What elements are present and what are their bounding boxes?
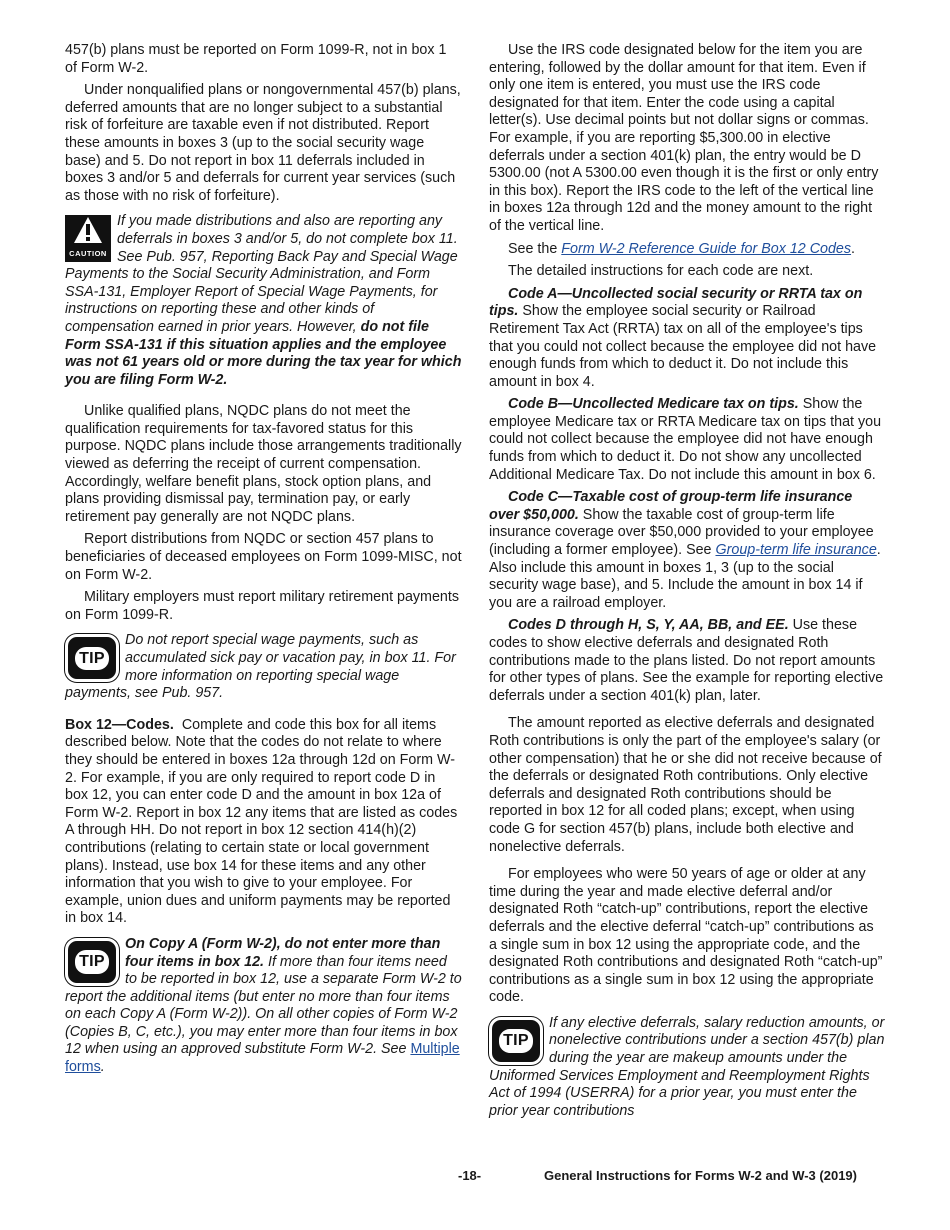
box12-paragraph	[65, 717, 462, 928]
code-c-paragraph	[489, 489, 885, 612]
tip-icon	[65, 938, 119, 986]
paragraph-elective-deferrals: The amount reported as elective deferrals and designated Roth contributions is only the part of the employee's salary (or other compensation) that he or she did not receive because of the deferrals or designated Roth contributions. Only elective deferrals and designated Roth contributions should be reported in box 12 for all coded plans; except, when using code G for section 457(b) plans, include both elective and nonelective deferrals.	[489, 715, 882, 855]
code-c-text-2: . Also include this amount in boxes 1, 3 (up to the social security wage base), and 5. Include the amount in box 14 if you are a railroad employer.	[489, 542, 881, 611]
tip-note-userra	[489, 1015, 885, 1121]
paragraph-457b: 457(b) plans must be reported on Form 1099-R, not in box 1 of Form W-2.	[65, 42, 447, 76]
caution-icon-label: CAUTION	[69, 248, 107, 258]
code-c-heading: Code C—Taxable cost of group-term life insurance over $50,000.	[489, 489, 853, 523]
paragraph-distributions: Report distributions from NQDC or section 457 plans to beneficiaries of deceased employees on Form 1099-MISC, not on Form W-2.	[65, 531, 462, 583]
paragraph-catch-up: For employees who were 50 years of age or older at any time during the year and made elective deferral and/or designated Roth “catch-up” contributions, report the elective deferrals and the elective deferral “catch-up” contributions as a single sum in box 12 using the appropriate code, and the designated Roth contributions and designated Roth “catch-up” contributions as a single sum in box 12 using the appropriate code.	[489, 866, 883, 1006]
box12-heading: Box 12—Codes.	[65, 716, 174, 733]
reference-guide-link[interactable]: Form W-2 Reference Guide for Box 12 Codes	[561, 240, 852, 257]
tip-note-special-wage	[65, 632, 462, 702]
paragraph-detailed-instructions: The detailed instructions for each code are next.	[508, 263, 814, 280]
tip-icon	[65, 634, 119, 682]
see-suffix: .	[851, 240, 856, 257]
paragraph-reference-guide	[489, 241, 885, 259]
box12-text: Complete and code this box for all items described below. Note that the codes do not relate to where they should be entered in boxes 12a through 12d on Form W-2. For example, if you are only required to report code D in box 12, you can enter code D and the amount in box 12a of Form W-2. Report in box 12 any items that are listed as codes A through HH. Do not report in box 12 section 414(h)(2) contributions (relating to certain state or local government plans). Instead, use box 14 for these items and any other information that you wish to give to your employee. For example, union dues and uniform payments may be reported in box 14.	[65, 716, 458, 927]
tip-icon-label: TIP	[75, 647, 109, 671]
code-b-heading: Code B—Uncollected Medicare tax on tips.	[508, 396, 799, 413]
paragraph-military: Military employers must report military retirement payments on Form 1099-R.	[65, 589, 459, 623]
paragraph-nqdc-plans: Unlike qualified plans, NQDC plans do not meet the qualification requirements for tax-favored status for this purpose. NQDC plans include those arrangements traditionally viewed as deferring the receipt of current compensation. Accordingly, welfare benefit plans, stock option plans, and plans providing dismissal pay, termination pay, or early retirement pay generally are not NQDC plans.	[65, 403, 462, 525]
tip-icon-label: TIP	[75, 950, 109, 974]
codes-d-heading: Codes D through H, S, Y, AA, BB, and EE.	[508, 617, 789, 634]
footer-title: General Instructions for Forms W-2 and W-3 (2019)	[544, 1168, 857, 1183]
code-b-paragraph	[489, 396, 885, 484]
codes-d-text: Use these codes to show elective deferrals and designated Roth contributions made to the plans listed. Do not report amounts for other types of plans. See the example for reporting elective deferrals under a section 401(k) plan, later.	[489, 617, 884, 704]
tip-icon	[489, 1017, 543, 1065]
tip-bold-text: On Copy A (Form W-2), do not enter more than four items in box 12.	[125, 935, 441, 970]
tip-text: Do not report special wage payments, such as accumulated sick pay or vacation pay, in box 11. For more information on reporting special wage payments, see Pub. 957.	[65, 632, 456, 702]
code-a-paragraph	[489, 286, 885, 392]
multiple-forms-link[interactable]: Multiple forms	[65, 1041, 460, 1076]
tip-end: .	[100, 1059, 105, 1076]
caution-text: If you made distributions and also are reporting any deferrals in boxes 3 and/or 5, do not complete box 11. See Pub. 957, Reporting Back Pay and Special Wage Payments to the Social Security Administration, and Form SSA-131, Employer Report of Special Wage Payments, for instructions on reporting these and other kinds of compensation earned in prior years. However,	[65, 213, 458, 335]
see-prefix: See the	[508, 240, 562, 257]
paragraph-irs-code: Use the IRS code designated below for the item you are entering, followed by the dollar amount for that item. Even if only one item is entered, you must use the IRS code designated for that item. Enter the code using a capital letter(s). Use decimal points but not dollar signs or commas. For example, if you are reporting $5,300.00 in elective deferrals under a section 401(k) plan, the entry would be D 5300.00 (not A 5300.00 even though it is the first or only entry in this box). Report the IRS code to the left of the vertical line in boxes 12a through 12d and the money amount to the right of the vertical line.	[489, 42, 879, 234]
codes-d-paragraph	[489, 617, 885, 705]
code-a-text: Show the employee social security or Railroad Retirement Tax Act (RRTA) tax on all of the employee's tips that you could not collect because the employee did not have enough funds from which to deduct it. Do not include this amount in box 4.	[489, 303, 877, 390]
code-a-heading: Code A—Uncollected social security or RRTA tax on tips.	[489, 285, 863, 320]
code-c-text: Show the taxable cost of group-term life insurance coverage over $50,000 provided to your employee (including a former employee). See	[489, 506, 874, 559]
caution-note	[65, 213, 462, 389]
group-term-life-link[interactable]: Group-term life insurance	[715, 542, 877, 559]
paragraph-nonqualified-plans: Under nonqualified plans or nongovernmental 457(b) plans, deferred amounts that are no longer subject to a substantial risk of forfeiture are taxable even if not distributed. Report these amounts in boxes 3 (up to the social security wage base) and 5. Do not report in box 11 deferrals included in boxes 3 and/or 5 and deferrals for current year services (such as those with no risk of forfeiture).	[65, 82, 461, 204]
tip-icon-label: TIP	[499, 1029, 533, 1053]
page-number: -18-	[458, 1168, 482, 1183]
caution-icon	[65, 215, 111, 262]
code-b-text: Show the employee Medicare tax or RRTA Medicare tax on tips that you could not collect because the employee did not have enough funds from which to deduct it. Do not show any uncollected Additional Medicare Tax. Do not include this amount in box 6.	[489, 396, 882, 483]
tip-text: If any elective deferrals, salary reduction amounts, or nonelective contributions under a section 457(b) plan during the year are makeup amounts under the Uniformed Services Employment and Reemployment Rights Act of 1994 (USERRA) for a prior year, you must enter the prior year contributions	[489, 1014, 885, 1119]
tip-note-copy-a	[65, 936, 462, 1077]
right-column	[489, 42, 885, 1134]
left-column	[65, 42, 462, 1091]
caution-bold-text: do not file Form SSA-131 if this situation applies and the employee was not 61 years old or more during the tax year for which you are filing Form W-2.	[65, 318, 462, 388]
tip-text: If more than four items need to be reported in box 12, use a separate Form W-2 to report the additional items (but enter no more than four items on each Copy A (Form W-2)). On all other copies of Form W-2 (Copies B, C, etc.), you may enter more than four items in box 12 when using an approved substitute Form W-2. See	[65, 953, 462, 1058]
